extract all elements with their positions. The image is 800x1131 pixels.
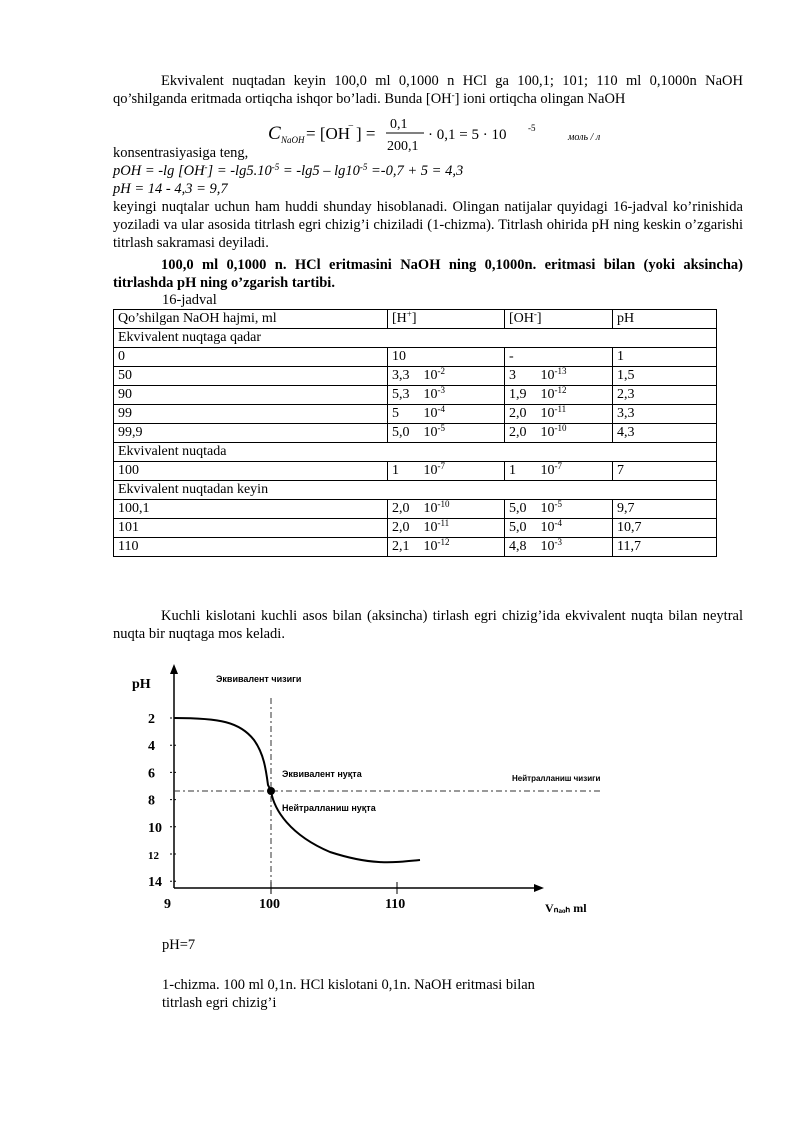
intro-line-2b: ] ioni ortiqcha olingan NaOH xyxy=(454,91,626,107)
y-tick-label: 4 xyxy=(148,739,155,755)
figure-caption-line-2: titrlash egri chizig’i xyxy=(162,995,277,1011)
y-tick-label: 8 xyxy=(148,793,155,809)
section-row xyxy=(114,443,717,462)
cell-h-conc: 1 $10^{-7}$ xyxy=(388,462,505,481)
cell-volume: 100 xyxy=(114,462,388,481)
neutral-point-annotation: Нейтралланиш нуқта xyxy=(282,803,376,813)
formula-oh-sup: − xyxy=(348,121,354,132)
table-header-row xyxy=(114,310,717,329)
formula-denominator: 200,1 xyxy=(387,139,419,154)
cell-volume: 90 xyxy=(114,386,388,405)
formula-numerator: 0,1 xyxy=(390,117,408,132)
cell-volume: 0 xyxy=(114,348,388,367)
formula-oh-close: ] = xyxy=(356,124,376,143)
table-label: 16-jadval xyxy=(162,292,217,308)
ph-change-table xyxy=(113,309,717,557)
paragraph-results: keyingi nuqtalar uchun ham huddi shunday hisoblanadi. Olingan natijalar quyidagi 16-jadval ko’rinishida yoziladi va ular asosida titrlash egri chizig’i chiziladi (1-chizma). Titrlash ohirida pH ning keskin o’zgarishi titrlash sakramasi deyiladi. xyxy=(113,199,743,251)
poh-equation xyxy=(113,162,743,180)
equiv-line-annotation: Эквивалент чизиги xyxy=(216,674,302,684)
cell-h-conc: 10 xyxy=(388,348,505,367)
cell-h-conc: 2,0 $10^{-11}$ xyxy=(388,519,505,538)
oh-superscript: - xyxy=(451,90,455,100)
cell-h-conc: 3,3 $10^{-2}$ xyxy=(388,367,505,386)
x-ticks xyxy=(164,882,405,912)
poh-part-b: ] = -lg5.10 xyxy=(207,163,272,179)
poh-sup-a: - xyxy=(204,162,208,172)
intro-line-1: Ekvivalent nuqtadan keyin 100,0 ml 0,1000 n HCl ga 100,1; 101; 110 ml 0,1000n NaOH xyxy=(161,73,743,89)
cell-oh-conc: 4,8 $10^{-3}$ xyxy=(505,538,613,557)
table-row xyxy=(114,348,717,367)
header-ph: pH xyxy=(613,310,717,329)
table-row xyxy=(114,424,717,443)
cell-oh-conc: 2,0 $10^{-11}$ xyxy=(505,405,613,424)
cell-ph: 1 xyxy=(613,348,717,367)
section-before-equiv: Ekvivalent nuqtaga qadar xyxy=(114,329,717,348)
cell-h-conc: 5,3 $10^{-3}$ xyxy=(388,386,505,405)
cell-ph: 9,7 xyxy=(613,500,717,519)
x-axis-label: Vₙₐₒₕ ml xyxy=(545,901,587,915)
cell-oh-conc: 1,9 $10^{-12}$ xyxy=(505,386,613,405)
cell-volume: 100,1 xyxy=(114,500,388,519)
cell-volume: 101 xyxy=(114,519,388,538)
cell-volume: 99 xyxy=(114,405,388,424)
cell-ph: 7 xyxy=(613,462,717,481)
cell-oh-conc: 5,0 $10^{-4}$ xyxy=(505,519,613,538)
formula-result: · 0,1 = 5 · 10 xyxy=(428,127,507,143)
section-after-equiv: Ekvivalent nuqtadan keyin xyxy=(114,481,717,500)
cell-oh-conc: 1 $10^{-7}$ xyxy=(505,462,613,481)
x-tick-label: 110 xyxy=(385,897,406,912)
section-at-equiv: Ekvivalent nuqtada xyxy=(114,443,717,462)
section-row xyxy=(114,481,717,500)
formula-exponent: -5 xyxy=(528,123,536,133)
ph-equation: pH = 14 - 4,3 = 9,7 xyxy=(113,181,228,197)
table-row xyxy=(114,500,717,519)
header-oh: [OH-] xyxy=(505,310,613,329)
poh-part-d: =-0,7 + 5 = 4,3 xyxy=(367,163,464,179)
cell-ph: 10,7 xyxy=(613,519,717,538)
poh-part-c: = -lg5 – lg10 xyxy=(279,163,360,179)
cell-ph: 4,3 xyxy=(613,424,717,443)
equiv-point-annotation: Эквивалент нуқта xyxy=(282,769,362,779)
table-row xyxy=(114,462,717,481)
y-tick-label: 14 xyxy=(148,875,162,891)
table-row xyxy=(114,519,717,538)
table-title: 100,0 ml 0,1000 n. HCl eritmasini NaOH ning 0,1000n. eritmasi bilan (yoki aksincha) titrlashda pH ning o’zgarish tartibi. xyxy=(113,257,743,291)
cell-oh-conc: 5,0 $10^{-5}$ xyxy=(505,500,613,519)
x-tick-label: 9 xyxy=(164,897,171,912)
y-tick-label: 2 xyxy=(148,712,155,727)
cell-oh-conc: - xyxy=(505,348,613,367)
formula-unit: моль / л xyxy=(568,132,601,143)
table-row xyxy=(114,538,717,557)
poh-sup-b: -5 xyxy=(271,162,280,172)
cell-ph: 3,3 xyxy=(613,405,717,424)
poh-part-a: pOH = -lg [OH xyxy=(113,163,205,179)
y-axis-arrow xyxy=(170,664,178,674)
intro-line-3: konsentrasiyasiga teng, xyxy=(113,145,249,161)
table-row xyxy=(114,386,717,405)
y-tick-label: 12 xyxy=(148,850,159,862)
y-tick-label: 6 xyxy=(148,766,155,782)
figure-caption-line-1: 1-chizma. 100 ml 0,1n. HCl kislotani 0,1n. NaOH eritmasi bilan xyxy=(162,977,535,993)
cell-ph: 1,5 xyxy=(613,367,717,386)
intro-line-2a: qo’shilganda eritmada ortiqcha ishqor bo’ladi. Bunda [OH xyxy=(113,91,452,107)
cell-h-conc: 2,1 $10^{-12}$ xyxy=(388,538,505,557)
paragraph-conclusion: Kuchli kislotani kuchli asos bilan (aksincha) tirlash egri chizig’ida ekvivalent nuqta bilan neytral nuqta bir nuqtaga mos keladi. xyxy=(113,608,743,642)
cell-volume: 99,9 xyxy=(114,424,388,443)
formula-c-sub: NaOH xyxy=(281,135,305,145)
x-tick-label: 100 xyxy=(259,897,280,912)
cell-h-conc: 2,0 $10^{-10}$ xyxy=(388,500,505,519)
cell-h-conc: 5,0 $10^{-5}$ xyxy=(388,424,505,443)
table-row xyxy=(114,405,717,424)
x-axis-arrow xyxy=(534,884,544,892)
poh-sup-c: -5 xyxy=(359,162,368,172)
formula-c: C xyxy=(268,123,281,144)
formula-oh: = [OH xyxy=(306,124,351,143)
cell-volume: 110 xyxy=(114,538,388,557)
cell-oh-conc: 3 $10^{-13}$ xyxy=(505,367,613,386)
section-row xyxy=(114,329,717,348)
paragraph-intro xyxy=(113,72,743,108)
cell-oh-conc: 2,0 $10^{-10}$ xyxy=(505,424,613,443)
equivalence-point-marker xyxy=(267,787,275,795)
y-tick-label: 10 xyxy=(148,820,162,836)
table-row xyxy=(114,367,717,386)
titration-curve-line xyxy=(174,718,420,862)
neutral-line-annotation: Нейтралланиш чизиги xyxy=(512,774,601,783)
cell-h-conc: 5 $10^{-4}$ xyxy=(388,405,505,424)
cell-ph: 11,7 xyxy=(613,538,717,557)
y-axis-label: pH xyxy=(132,677,151,692)
header-volume: Qo’shilgan NaOH hajmi, ml xyxy=(114,310,388,329)
ph7-label: pH=7 xyxy=(162,937,196,953)
header-h: [H+] xyxy=(388,310,505,329)
cell-ph: 2,3 xyxy=(613,386,717,405)
titration-curve-chart xyxy=(130,660,620,920)
cell-volume: 50 xyxy=(114,367,388,386)
